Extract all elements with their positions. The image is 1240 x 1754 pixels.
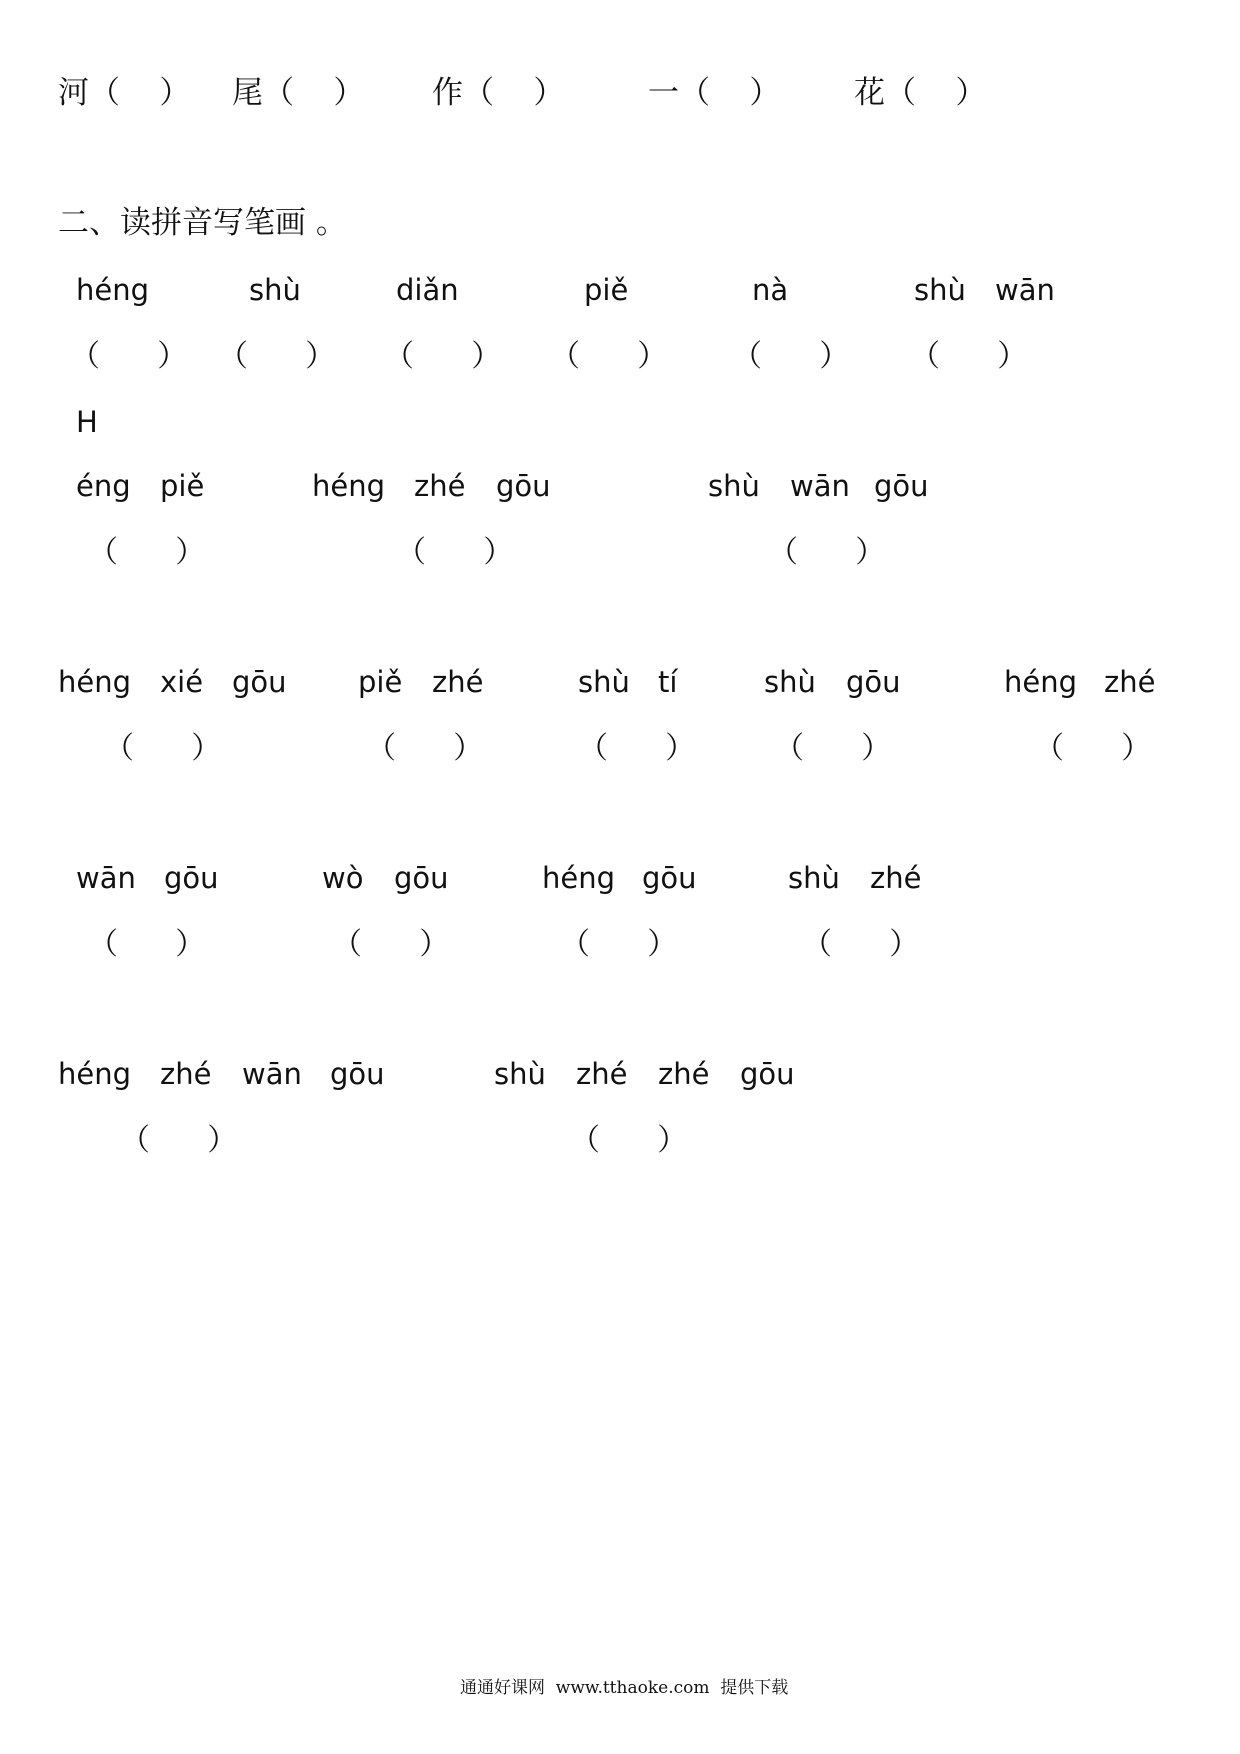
pinyin: shù: [788, 861, 840, 895]
pinyin: zhé: [414, 469, 466, 503]
answer-blank: （ ）: [384, 339, 502, 374]
pinyin: gōu: [496, 469, 551, 503]
pinyin: éng: [76, 469, 131, 503]
pinyin: héng: [58, 665, 132, 699]
pinyin: shù: [708, 469, 760, 503]
answer-blank: （ ）: [88, 927, 206, 962]
pinyin: héng: [542, 861, 616, 895]
pinyin: gōu: [740, 1057, 795, 1091]
pinyin: gōu: [164, 861, 219, 895]
pinyin: wān: [995, 273, 1055, 307]
answer-blank: （ ）: [366, 731, 484, 766]
pinyin: wān: [242, 1057, 302, 1091]
answer-blank: （ ）: [550, 339, 668, 374]
answer-blank: （ ）: [396, 535, 514, 570]
char-blank-zuo: 作（ ）: [432, 75, 565, 111]
pinyin: héng: [76, 273, 150, 307]
pinyin: piě: [584, 273, 629, 307]
answer-blank: （ ）: [120, 1123, 238, 1158]
answer-blank: （ ）: [732, 339, 850, 374]
pinyin: gōu: [232, 665, 287, 699]
pinyin: shù: [494, 1057, 546, 1091]
pinyin: tí: [658, 665, 678, 699]
pinyin: diǎn: [396, 273, 459, 307]
pinyin: nà: [752, 273, 789, 307]
char-blank-hua: 花（ ）: [854, 75, 987, 111]
footer-source: 通通好课网 www.tthaoke.com 提供下载: [460, 1678, 789, 1698]
pinyin: héng: [58, 1057, 132, 1091]
answer-blank: （ ）: [774, 731, 892, 766]
pinyin: zhé: [1104, 665, 1156, 699]
answer-blank: （ ）: [802, 927, 920, 962]
pinyin: xié: [160, 665, 204, 699]
answer-blank: （ ）: [218, 339, 336, 374]
answer-blank: （ ）: [1034, 731, 1152, 766]
char-blank-wei: 尾（ ）: [232, 75, 365, 111]
section-title: 二、读拼音写笔画 。: [58, 205, 347, 241]
pinyin: piě: [160, 469, 205, 503]
pinyin: shù: [914, 273, 966, 307]
pinyin: zhé: [870, 861, 922, 895]
pinyin: gōu: [846, 665, 901, 699]
answer-blank: （ ）: [560, 927, 678, 962]
pinyin: zhé: [576, 1057, 628, 1091]
answer-blank: （ ）: [768, 535, 886, 570]
pinyin: zhé: [160, 1057, 212, 1091]
pinyin: gōu: [394, 861, 449, 895]
char-blank-he: 河（ ）: [58, 75, 191, 111]
pinyin: héng: [1004, 665, 1078, 699]
pinyin: shù: [578, 665, 630, 699]
pinyin: wān: [790, 469, 850, 503]
char-blank-yi: 一（ ）: [648, 75, 781, 111]
pinyin-fragment: H: [76, 405, 98, 439]
pinyin: wò: [322, 861, 364, 895]
pinyin: wān: [76, 861, 136, 895]
pinyin: zhé: [658, 1057, 710, 1091]
pinyin: héng: [312, 469, 386, 503]
pinyin: gōu: [642, 861, 697, 895]
answer-blank: （ ）: [332, 927, 450, 962]
pinyin: gōu: [874, 469, 929, 503]
pinyin: zhé: [432, 665, 484, 699]
answer-blank: （ ）: [570, 1123, 688, 1158]
pinyin: gōu: [330, 1057, 385, 1091]
answer-blank: （ ）: [578, 731, 696, 766]
pinyin: shù: [249, 273, 301, 307]
pinyin: shù: [764, 665, 816, 699]
answer-blank: （ ）: [104, 731, 222, 766]
pinyin: piě: [358, 665, 403, 699]
answer-blank: （ ）: [70, 339, 188, 374]
answer-blank: （ ）: [88, 535, 206, 570]
answer-blank: （ ）: [910, 339, 1028, 374]
